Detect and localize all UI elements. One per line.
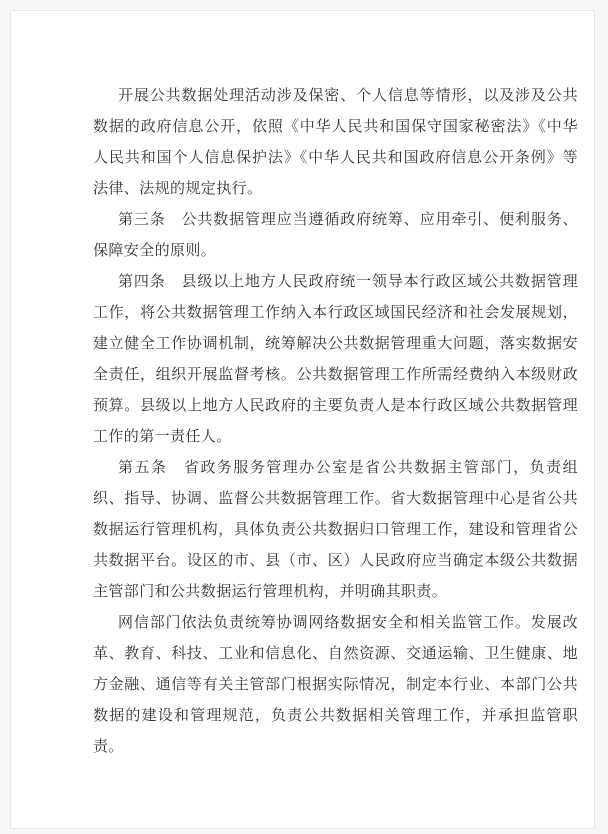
paragraph-departments-duties: 网信部门依法负责统筹协调网络数据安全和相关监管工作。发展改革、教育、科技、工业和信息化、自然资源、交通运输、卫生健康、地方金融、通信等有关主管部门根据实际情况，制定本行业、本部门公共数据的建设和管理规范，负责公共数据相关管理工作，并承担监管职责。 xyxy=(93,614,578,755)
paragraph-article-4: 第四条 县级以上地方人民政府统一领导本行政区域公共数据管理工作，将公共数据管理工作纳入本行政区域国民经济和社会发展规划，建立健全工作协调机制，统筹解决公共数据管理重大问题，落实数据安全责任，组织开展监督考核。公共数据管理工作所需经费纳入本级财政预算。县级以上地方人民政府的主要负责人是本行政区域公共数据管理工作的第一责任人。 xyxy=(93,273,578,445)
paragraph-article-3: 第三条 公共数据管理应当遵循政府统筹、应用牵引、便利服务、保障安全的原则。 xyxy=(93,211,578,259)
paragraph-article-5: 第五条 省政务服务管理办公室是省公共数据主管部门，负责组织、指导、协调、监督公共数据管理工作。省大数据管理中心是省公共数据运行管理机构，具体负责公共数据归口管理工作，建设和管理省公共数据平台。设区的市、县（市、区）人民政府应当确定本级公共数据主管部门和公共数据运行管理机构，并明确其职责。 xyxy=(93,459,578,600)
document-content xyxy=(11,11,594,762)
paragraph-intro-compliance: 开展公共数据处理活动涉及保密、个人信息等情形，以及涉及公共数据的政府信息公开，依照《中华人民共和国保守国家秘密法》《中华人民共和国个人信息保护法》《中华人民共和国政府信息公开条例》等法律、法规的规定执行。 xyxy=(93,87,578,197)
document-page xyxy=(10,10,595,829)
